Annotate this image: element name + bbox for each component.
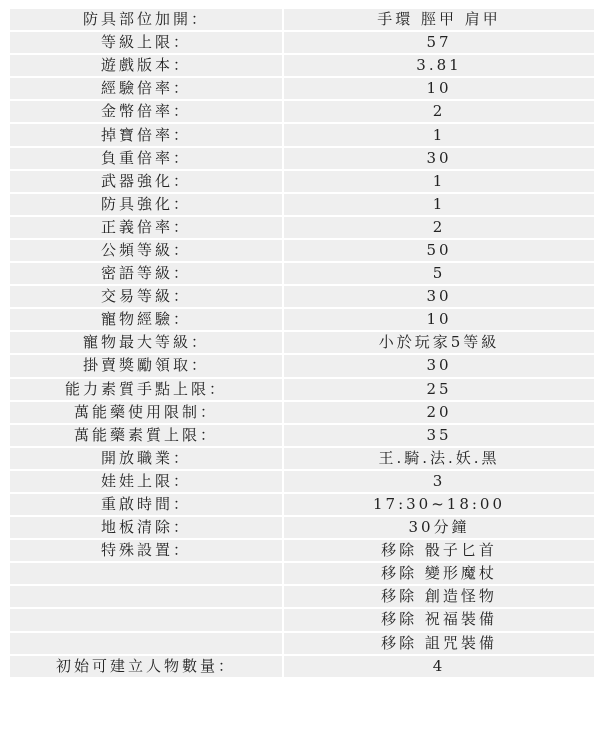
setting-label — [10, 609, 282, 630]
setting-value: 1 — [284, 171, 594, 192]
setting-label: 遊戲版本： — [10, 55, 282, 76]
setting-value: 3.81 — [284, 55, 594, 76]
setting-value: 35 — [284, 425, 594, 446]
setting-value: 1 — [284, 194, 594, 215]
table-row — [10, 332, 594, 353]
setting-value: 50 — [284, 240, 594, 261]
setting-label: 交易等級： — [10, 286, 282, 307]
setting-value: 手環 脛甲 肩甲 — [284, 9, 594, 30]
setting-value: 3 — [284, 471, 594, 492]
setting-value: 2 — [284, 101, 594, 122]
table-row — [10, 540, 594, 561]
table-row — [10, 425, 594, 446]
setting-value: 移除 創造怪物 — [284, 586, 594, 607]
table-row — [10, 148, 594, 169]
table-row — [10, 286, 594, 307]
setting-label: 娃娃上限： — [10, 471, 282, 492]
setting-label: 初始可建立人物數量： — [10, 656, 282, 677]
table-row — [10, 9, 594, 30]
table-row — [10, 563, 594, 584]
setting-label: 能力素質手點上限： — [10, 379, 282, 400]
setting-value: 移除 骰子匕首 — [284, 540, 594, 561]
setting-value: 移除 變形魔杖 — [284, 563, 594, 584]
setting-label: 地板清除： — [10, 517, 282, 538]
setting-label: 萬能藥使用限制： — [10, 402, 282, 423]
setting-value: 30分鐘 — [284, 517, 594, 538]
setting-label: 經驗倍率： — [10, 78, 282, 99]
setting-label: 寵物經驗： — [10, 309, 282, 330]
table-row — [10, 263, 594, 284]
setting-label: 萬能藥素質上限： — [10, 425, 282, 446]
server-settings-table — [8, 7, 596, 679]
table-row — [10, 609, 594, 630]
setting-value: 25 — [284, 379, 594, 400]
table-row — [10, 355, 594, 376]
table-row — [10, 633, 594, 654]
setting-label — [10, 563, 282, 584]
setting-label: 特殊設置： — [10, 540, 282, 561]
setting-label — [10, 586, 282, 607]
table-row — [10, 586, 594, 607]
setting-value: 移除 詛咒裝備 — [284, 633, 594, 654]
table-row — [10, 379, 594, 400]
setting-label: 防具部位加開： — [10, 9, 282, 30]
setting-label: 等級上限： — [10, 32, 282, 53]
setting-value: 5 — [284, 263, 594, 284]
settings-rows — [10, 9, 594, 677]
setting-label: 武器強化： — [10, 171, 282, 192]
table-row — [10, 471, 594, 492]
setting-label: 寵物最大等級： — [10, 332, 282, 353]
setting-value: 4 — [284, 656, 594, 677]
table-row — [10, 448, 594, 469]
setting-value: 30 — [284, 148, 594, 169]
setting-value: 王.騎.法.妖.黑 — [284, 448, 594, 469]
table-row — [10, 402, 594, 423]
table-row — [10, 309, 594, 330]
setting-label: 負重倍率： — [10, 148, 282, 169]
setting-value: 20 — [284, 402, 594, 423]
table-row — [10, 78, 594, 99]
setting-label: 重啟時間： — [10, 494, 282, 515]
setting-value: 2 — [284, 217, 594, 238]
setting-value: 1 — [284, 124, 594, 145]
table-row — [10, 194, 594, 215]
setting-label: 防具強化： — [10, 194, 282, 215]
setting-label: 公頻等級： — [10, 240, 282, 261]
setting-value: 17:30~18:00 — [284, 494, 594, 515]
setting-value: 移除 祝福裝備 — [284, 609, 594, 630]
setting-label: 掉寶倍率： — [10, 124, 282, 145]
table-row — [10, 32, 594, 53]
table-row — [10, 101, 594, 122]
table-row — [10, 55, 594, 76]
setting-label — [10, 633, 282, 654]
setting-value: 10 — [284, 309, 594, 330]
setting-label: 開放職業： — [10, 448, 282, 469]
setting-value: 10 — [284, 78, 594, 99]
table-row — [10, 494, 594, 515]
setting-label: 正義倍率： — [10, 217, 282, 238]
setting-label: 金幣倍率： — [10, 101, 282, 122]
table-row — [10, 240, 594, 261]
setting-value: 57 — [284, 32, 594, 53]
setting-label: 掛賣獎勵領取： — [10, 355, 282, 376]
table-row — [10, 517, 594, 538]
table-row — [10, 217, 594, 238]
table-row — [10, 124, 594, 145]
setting-value: 小於玩家5等級 — [284, 332, 594, 353]
setting-value: 30 — [284, 286, 594, 307]
table-row — [10, 656, 594, 677]
table-row — [10, 171, 594, 192]
setting-value: 30 — [284, 355, 594, 376]
setting-label: 密語等級： — [10, 263, 282, 284]
